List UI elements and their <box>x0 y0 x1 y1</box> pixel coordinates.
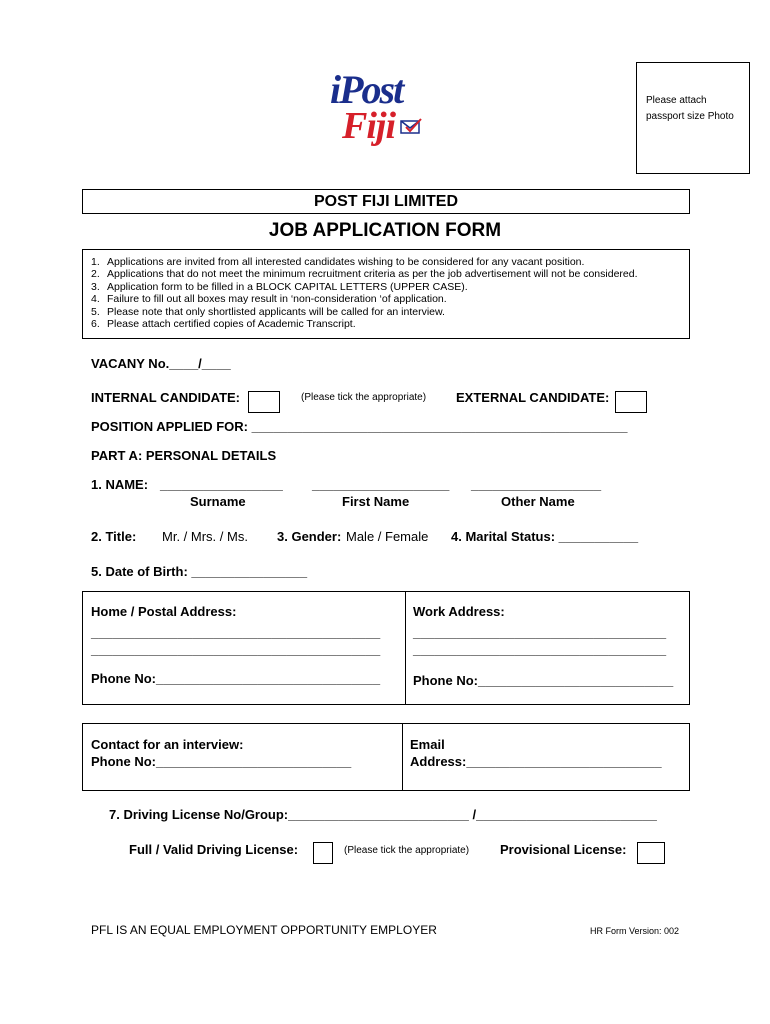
email-address-field[interactable]: Address:___________________________ <box>410 754 662 769</box>
provisional-license-checkbox[interactable] <box>637 842 665 864</box>
instructions-box <box>82 249 690 339</box>
equal-opportunity-statement: PFL IS AN EQUAL EMPLOYMENT OPPORTUNITY EMPLOYER <box>91 923 437 937</box>
name-label: 1. NAME: <box>91 477 149 492</box>
home-address-label: Home / Postal Address: <box>91 604 237 619</box>
envelope-check-icon <box>400 118 422 134</box>
email-label: Email <box>410 737 445 752</box>
work-address-label: Work Address: <box>413 604 505 619</box>
full-license-checkbox[interactable] <box>313 842 333 864</box>
contact-phone-field[interactable]: Phone No:___________________________ <box>91 754 352 769</box>
instruction-item: 1. Applications are invited from all interested candidates wishing to be considered for any vacant position. <box>91 256 585 268</box>
form-version: HR Form Version: 002 <box>590 926 680 936</box>
internal-candidate-checkbox[interactable] <box>248 391 280 413</box>
instruction-item: 4. Failure to fill out all boxes may result in ‘non-consideration ‘of application. <box>91 293 447 306</box>
logo-text-fiji: Fiji <box>342 105 396 147</box>
instruction-item: 2. Applications that do not meet the minimum recruitment criteria as per the job advertisement will not be considered. <box>91 268 638 281</box>
instruction-item: 5. Please note that only shortlisted applicants will be called for an interview. <box>91 305 445 318</box>
work-address-line-1[interactable]: ___________________________________ <box>413 625 667 640</box>
date-of-birth-field[interactable]: 5. Date of Birth: ________________ <box>91 564 308 579</box>
other-name-field[interactable]: __________________ <box>471 477 602 492</box>
vacancy-number-field[interactable]: VACANY No.____/____ <box>91 356 231 371</box>
work-phone-field[interactable]: Phone No:___________________________ <box>413 673 674 688</box>
first-name-caption: First Name <box>342 494 410 509</box>
marital-status-field[interactable]: 4. Marital Status: ___________ <box>451 529 639 544</box>
driving-license-field[interactable]: 7. Driving License No/Group:_________________________ /_________________________ <box>109 807 657 822</box>
contact-interview-label: Contact for an interview: <box>91 737 244 752</box>
part-a-heading: PART A: PERSONAL DETAILS <box>91 448 277 463</box>
logo-text-post: iPost <box>330 67 403 112</box>
work-address-line-2[interactable]: ___________________________________ <box>413 642 667 657</box>
company-name: POST FIJI LIMITED <box>313 193 458 210</box>
home-phone-field[interactable]: Phone No:_______________________________ <box>91 671 381 686</box>
form-title: JOB APPLICATION FORM <box>268 220 502 241</box>
external-candidate-checkbox[interactable] <box>615 391 647 413</box>
position-applied-field[interactable]: POSITION APPLIED FOR: ____________________________________________________ <box>91 419 628 434</box>
external-candidate-label: EXTERNAL CANDIDATE: <box>456 390 610 405</box>
candidate-tick-note: (Please tick the appropriate) <box>301 392 427 403</box>
full-license-label: Full / Valid Driving License: <box>129 842 299 857</box>
instruction-item: 3. Application form to be filled in a BLOCK CAPITAL LETTERS (UPPER CASE). <box>91 280 468 293</box>
title-label: 2. Title: <box>91 529 137 544</box>
contact-table-divider <box>402 723 403 790</box>
company-header-box <box>82 189 690 214</box>
instruction-list <box>83 250 689 330</box>
gender-options[interactable]: Male / Female <box>346 529 429 544</box>
surname-caption: Surname <box>190 494 246 509</box>
photo-box-text: Please attach passport size Photo <box>646 95 734 122</box>
passport-photo-box[interactable] <box>636 62 750 174</box>
license-tick-note: (Please tick the appropriate) <box>344 845 470 856</box>
post-fiji-logo <box>330 66 425 156</box>
first-name-field[interactable]: ___________________ <box>312 477 450 492</box>
instruction-item: 6. Please attach certified copies of Academic Transcript. <box>91 318 356 331</box>
other-name-caption: Other Name <box>501 494 575 509</box>
provisional-license-label: Provisional License: <box>500 842 627 857</box>
home-address-line-1[interactable]: ________________________________________ <box>91 625 381 640</box>
address-table-divider <box>405 591 406 704</box>
home-address-line-2[interactable]: ________________________________________ <box>91 642 381 657</box>
surname-field[interactable]: _________________ <box>160 477 283 492</box>
title-options[interactable]: Mr. / Mrs. / Ms. <box>162 529 248 544</box>
gender-label: 3. Gender: <box>277 529 342 544</box>
internal-candidate-label: INTERNAL CANDIDATE: <box>91 390 241 405</box>
